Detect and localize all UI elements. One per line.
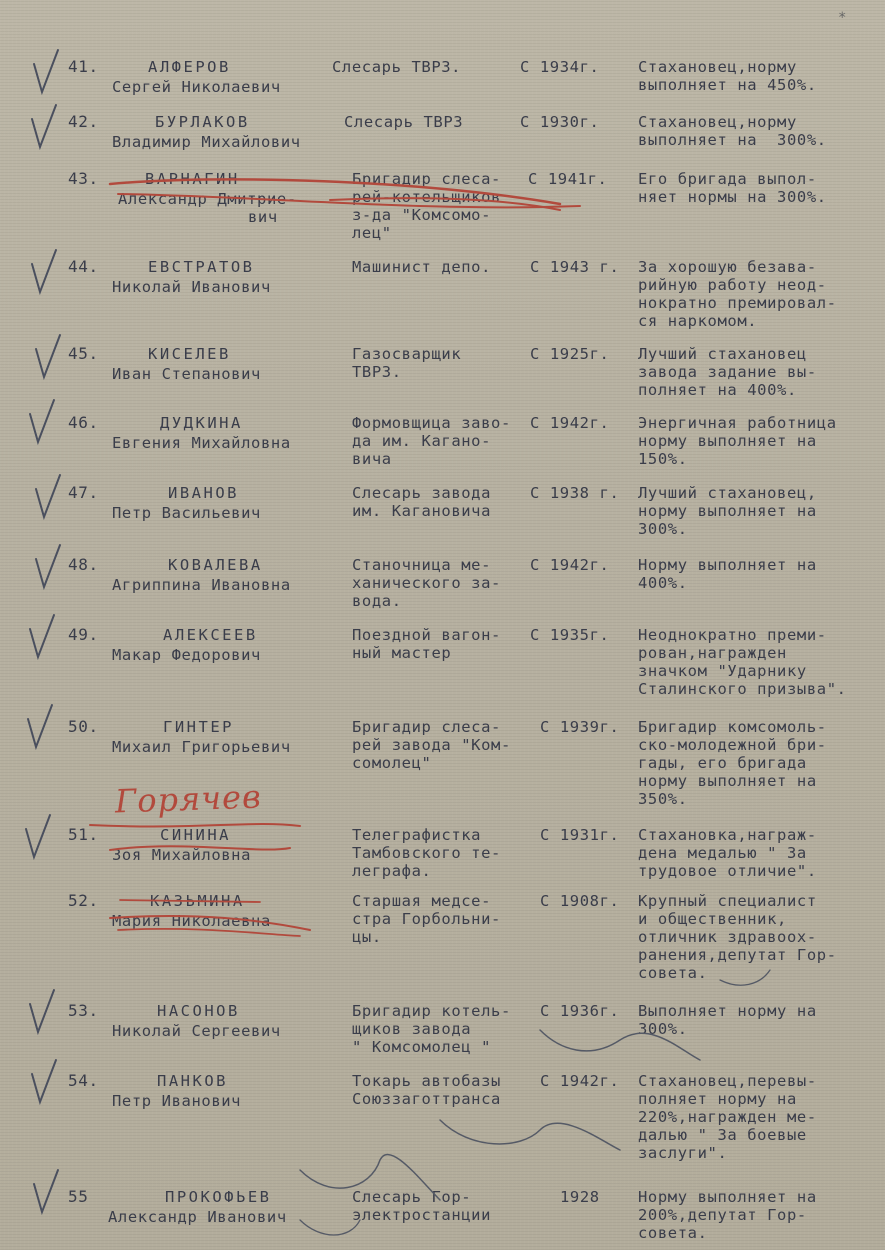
entry-job-line: Слесарь завода [352, 484, 492, 502]
entry-note-line: Стахановка,награж- [638, 826, 817, 844]
entry-note-line: 350%. [638, 790, 688, 808]
entry-note-line: Сталинского призыва". [638, 680, 847, 698]
entry-surname: НАСОНОВ [157, 1002, 240, 1020]
entry-note-line: полняет на 400%. [638, 381, 797, 399]
entry-note-line: Стахановец,перевы- [638, 1072, 817, 1090]
entry-number: 55 [68, 1187, 89, 1206]
entry-given-name: Евгения Михайловна [112, 434, 291, 452]
handwritten-name: Горячев [114, 777, 263, 821]
entry-since-year: С 1942г. [530, 556, 610, 574]
entry-job-line: ный мастер [352, 644, 452, 662]
entry-given-name: Макар Федорович [112, 646, 261, 664]
entry-job-line: Слесарь ТВРЗ. [332, 58, 462, 76]
entry-job-line: рей-котельщиков [352, 188, 501, 206]
entry-note-line: Норму выполняет на [638, 1188, 817, 1206]
entry-job-line: вича [352, 450, 392, 468]
entry-job-line: Формовщица заво- [352, 414, 511, 432]
entry-note-line: завода задание вы- [638, 363, 817, 381]
entry-job-line: " Комсомолец " [352, 1038, 492, 1056]
entry-surname: ПАНКОВ [157, 1072, 228, 1090]
entry-job-line: Бригадир слеса- [352, 170, 501, 188]
entry-note-line: Стахановец,норму [638, 113, 797, 131]
entry-surname: ДУДКИНА [160, 414, 243, 432]
entry-surname: ПРОКОФЬЕВ [165, 1188, 272, 1206]
entry-given-name: Александр Дмитрие- [118, 190, 297, 208]
entry-since-year: С 1941г. [528, 170, 608, 188]
entry-note-line: Лучший стахановец [638, 345, 807, 363]
entry-given-name: Николай Иванович [112, 278, 271, 296]
entry-since-year: С 1925г. [530, 345, 610, 363]
entry-note-line: ско-молодежной бри- [638, 736, 827, 754]
entry-job-line: Газосварщик [352, 345, 462, 363]
entry-note-line: Его бригада выпол- [638, 170, 817, 188]
entry-surname: КИСЕЛЕВ [148, 345, 231, 363]
entry-number: 54. [68, 1071, 99, 1090]
entry-since-year: С 1908г. [540, 892, 620, 910]
entry-note-line: норму выполняет на [638, 432, 817, 450]
entry-given-name: Владимир Михайлович [112, 133, 301, 151]
entry-number: 49. [68, 625, 99, 644]
entry-note-line: выполняет на 450%. [638, 76, 817, 94]
entry-job-line: сомолец" [352, 754, 432, 772]
entry-job-line: вода. [352, 592, 402, 610]
entry-job-line: рей завода "Ком- [352, 736, 511, 754]
entry-given-name: Зоя Михайловна [112, 846, 252, 864]
entry-job-line: ТВРЗ. [352, 363, 402, 381]
entry-number: 41. [68, 57, 99, 76]
entry-note-line: рийную работу неод- [638, 276, 827, 294]
entry-number: 47. [68, 483, 99, 502]
entry-note-line: норму выполняет на [638, 772, 817, 790]
entry-note-line: Крупный специалист [638, 892, 817, 910]
entry-note-line: Бригадир комсомоль- [638, 718, 827, 736]
entry-since-year: С 1936г. [540, 1002, 620, 1020]
entry-note-line: Лучший стахановец, [638, 484, 817, 502]
entry-note-line: няет нормы на 300%. [638, 188, 827, 206]
entry-surname: АЛФЕРОВ [148, 58, 231, 76]
entry-job-line: Бригадир слеса- [352, 718, 501, 736]
entry-job-line: ханического за- [352, 574, 501, 592]
entry-note-line: дена медалью " За [638, 844, 807, 862]
entry-note-line: совета. [638, 1224, 708, 1242]
entry-job-line: з-да "Комсомо- [352, 206, 492, 224]
entry-number: 44. [68, 257, 99, 276]
entry-number: 50. [68, 717, 99, 736]
entry-note-line: нократно премировал- [638, 294, 837, 312]
entry-since-year: С 1942г. [540, 1072, 620, 1090]
entry-note-line: норму выполняет на [638, 502, 817, 520]
entry-number: 46. [68, 413, 99, 432]
entry-note-line: 300%. [638, 520, 688, 538]
entry-number: 42. [68, 112, 99, 131]
entry-job-line: лец" [352, 224, 392, 242]
entry-surname: ГИНТЕР [163, 718, 234, 736]
entry-since-year: С 1939г. [540, 718, 620, 736]
entry-note-line: гады, его бригада [638, 754, 807, 772]
entry-given-name: Николай Сергеевич [112, 1022, 281, 1040]
entry-surname: АЛЕКСЕЕВ [163, 626, 258, 644]
entry-job-line: Телеграфистка [352, 826, 482, 844]
entry-given-name: Петр Васильевич [112, 504, 261, 522]
entry-note-line: 200%,депутат Гор- [638, 1206, 807, 1224]
entry-surname: ИВАНОВ [168, 484, 239, 502]
entry-job-line: Союззаготтранса [352, 1090, 501, 1108]
entry-note-line: Неоднократно преми- [638, 626, 827, 644]
entry-note-line: 150%. [638, 450, 688, 468]
entry-since-year: 1928 [560, 1188, 600, 1206]
entry-note-line: рован,награжден [638, 644, 787, 662]
entry-since-year: С 1943 г. [530, 258, 620, 276]
entry-since-year: С 1931г. [540, 826, 620, 844]
entry-note-line: значком "Ударнику [638, 662, 807, 680]
entry-surname: КОВАЛЕВА [168, 556, 263, 574]
entry-note-line: и общественник, [638, 910, 787, 928]
entry-number: 53. [68, 1001, 99, 1020]
entry-job-line: Слесарь Гор- [352, 1188, 472, 1206]
entry-job-line: Старшая медсе- [352, 892, 492, 910]
entry-number: 43. [68, 169, 99, 188]
entry-surname: БУРЛАКОВ [155, 113, 250, 131]
entry-note-line: Стахановец,норму [638, 58, 797, 76]
entry-job-line: стра Горбольни- [352, 910, 501, 928]
entry-job-line: им. Кагановича [352, 502, 492, 520]
entry-surname: ВАРНАГИН [145, 170, 240, 188]
entry-since-year: С 1934г. [520, 58, 600, 76]
entry-job-line: цы. [352, 928, 382, 946]
entry-job-line: Бригадир котель- [352, 1002, 511, 1020]
entry-job-line: да им. Кагано- [352, 432, 492, 450]
entry-given-name: Агриппина Ивановна [112, 576, 291, 594]
entry-note-line: 400%. [638, 574, 688, 592]
entry-given-name: Михаил Григорьевич [112, 738, 291, 756]
entry-surname: СИНИНА [160, 826, 231, 844]
entry-given-name: Сергей Николаевич [112, 78, 281, 96]
entry-given-name: Мария Николаевна [112, 912, 271, 930]
entry-note-line: Норму выполняет на [638, 556, 817, 574]
entry-given-name: Александр Иванович [108, 1208, 287, 1226]
entry-given-name: Иван Степанович [112, 365, 261, 383]
entry-note-line: совета. [638, 964, 708, 982]
entry-note-line: Энергичная работница [638, 414, 837, 432]
entry-surname: КАЗЬМИНА [150, 892, 245, 910]
entry-job-line: Слесарь ТВРЗ [344, 113, 464, 131]
entry-job-line: щиков завода [352, 1020, 472, 1038]
entry-note-line: далью " За боевые [638, 1126, 807, 1144]
entry-given-name: Петр Иванович [112, 1092, 242, 1110]
entry-job-line: Поездной вагон- [352, 626, 501, 644]
entry-job-line: Тамбовского те- [352, 844, 501, 862]
entry-note-line: 300%. [638, 1020, 688, 1038]
entry-note-line: ранения,депутат Гор- [638, 946, 837, 964]
entry-note-line: выполняет на 300%. [638, 131, 827, 149]
entry-note-line: Выполняет норму на [638, 1002, 817, 1020]
entry-job-line: электростанции [352, 1206, 492, 1224]
entry-since-year: С 1942г. [530, 414, 610, 432]
entry-job-line: Станочница ме- [352, 556, 492, 574]
entry-number: 48. [68, 555, 99, 574]
entry-job-line: Машинист депо. [352, 258, 492, 276]
entry-note-line: трудовое отличие". [638, 862, 817, 880]
entry-note-line: заслуги". [638, 1144, 728, 1162]
entry-number: 52. [68, 891, 99, 910]
entry-since-year: С 1938 г. [530, 484, 620, 502]
entry-note-line: За хорошую безава- [638, 258, 817, 276]
entry-job-line: Токарь автобазы [352, 1072, 501, 1090]
corner-mark: * [838, 10, 847, 26]
entry-since-year: С 1935г. [530, 626, 610, 644]
entry-surname: ЕВСТРАТОВ [148, 258, 255, 276]
entry-since-year: С 1930г. [520, 113, 600, 131]
entry-job-line: леграфа. [352, 862, 432, 880]
entry-given-name-cont: вич [248, 208, 278, 226]
entry-note-line: отличник здравоох- [638, 928, 817, 946]
entry-number: 51. [68, 825, 99, 844]
entry-number: 45. [68, 344, 99, 363]
entry-note-line: 220%,награжден ме- [638, 1108, 817, 1126]
entry-note-line: полняет норму на [638, 1090, 797, 1108]
entry-note-line: ся наркомом. [638, 312, 758, 330]
